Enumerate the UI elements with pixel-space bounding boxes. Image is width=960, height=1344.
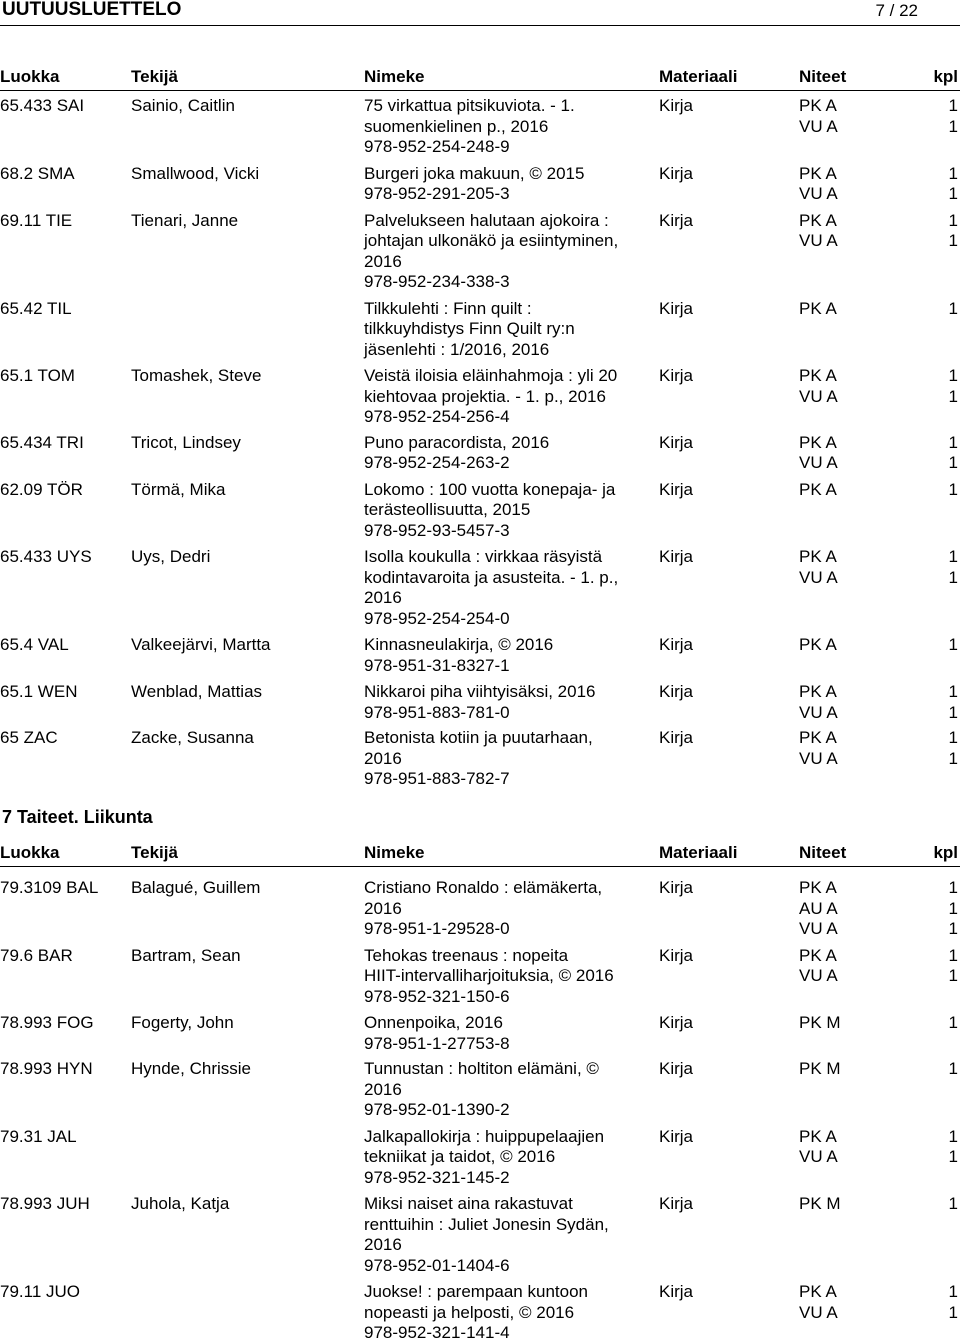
row-nimeke-line: terästeollisuutta, 2015 xyxy=(364,500,531,519)
document-title: UUTUUSLUETTELO xyxy=(2,0,182,20)
row-materiaali: Kirja xyxy=(659,635,694,654)
row-nimeke-line: Jalkapallokirja : huippupelaajien xyxy=(364,1126,605,1146)
row-kpl-line: 1 xyxy=(948,116,958,136)
row-luokka: 62.09 TÖR xyxy=(0,479,83,499)
row-nimeke-line: Burgeri joka makuun, © 2015 xyxy=(364,163,585,183)
row-niteet-line: VU A xyxy=(799,1302,838,1322)
row-niteet-line: VU A xyxy=(799,386,838,406)
row-luokka: 68.2 SMA xyxy=(0,163,75,183)
row-kpl-line: 1 xyxy=(948,1302,958,1322)
row-niteet xyxy=(799,211,909,252)
row-materiaali: Kirja xyxy=(659,682,694,701)
table-row xyxy=(0,946,960,1008)
row-niteet-line: PK A xyxy=(799,298,837,318)
row-niteet-line: VU A xyxy=(799,453,838,472)
row-tekija: Törmä, Mika xyxy=(131,479,226,499)
row-nimeke-line: 2016 xyxy=(364,748,402,768)
row-materiaali: Kirja xyxy=(659,1282,694,1301)
table-row xyxy=(0,682,960,723)
row-nimeke-line: 978-952-321-150-6 xyxy=(364,986,510,1006)
row-nimeke-line: 978-952-01-1404-6 xyxy=(364,1255,510,1275)
row-luokka: 69.11 TIE xyxy=(0,210,73,230)
col-header-materiaali: Materiaali xyxy=(659,67,738,86)
row-kpl xyxy=(918,211,958,252)
row-niteet-line: PK A xyxy=(799,479,837,499)
row-kpl-line: 1 xyxy=(948,966,958,985)
row-kpl-line: 1 xyxy=(948,1194,958,1213)
row-kpl-line: 1 xyxy=(948,210,958,230)
row-niteet-line: VU A xyxy=(799,748,838,768)
row-nimeke xyxy=(364,1127,646,1189)
col-header-luokka: Luokka xyxy=(0,843,60,862)
row-nimeke-line: 978-951-1-29528-0 xyxy=(364,919,510,938)
row-nimeke-line: 978-952-93-5457-3 xyxy=(364,520,510,540)
row-nimeke-line: 978-951-883-781-0 xyxy=(364,702,510,722)
row-luokka: 79.3109 BAL xyxy=(0,878,99,897)
row-niteet xyxy=(799,1059,909,1080)
row-nimeke-line: Lokomo : 100 vuotta konepaja- ja xyxy=(364,479,616,499)
row-kpl xyxy=(918,878,958,940)
row-kpl-line: 1 xyxy=(948,567,958,587)
page-number: 7 / 22 xyxy=(875,1,918,20)
table-row xyxy=(0,878,960,940)
row-kpl xyxy=(918,635,958,656)
table-row xyxy=(0,164,960,205)
table-row xyxy=(0,1194,960,1276)
row-tekija: Wenblad, Mattias xyxy=(131,682,263,701)
row-luokka: 65.4 VAL xyxy=(0,635,69,654)
row-nimeke-line: 2016 xyxy=(364,251,402,271)
row-niteet xyxy=(799,946,909,987)
row-niteet-line: PK M xyxy=(799,1013,841,1032)
row-materiaali: Kirja xyxy=(659,163,694,183)
row-nimeke xyxy=(364,1194,646,1276)
table-row xyxy=(0,728,960,790)
row-nimeke-line: 978-952-321-145-2 xyxy=(364,1167,510,1187)
row-nimeke-line: kiehtovaa projektia. - 1. p., 2016 xyxy=(364,386,606,406)
row-kpl-line: 1 xyxy=(948,453,958,472)
row-materiaali: Kirja xyxy=(659,728,694,747)
row-niteet-line: PK A xyxy=(799,1126,837,1146)
row-luokka: 65.433 UYS xyxy=(0,547,92,566)
row-nimeke-line: HIIT-intervalliharjoituksia, © 2016 xyxy=(364,966,614,985)
row-niteet xyxy=(799,299,909,320)
row-tekija: Balagué, Guillem xyxy=(131,878,261,897)
col-header-tekija: Tekijä xyxy=(131,67,178,86)
row-kpl-line: 1 xyxy=(948,898,958,918)
row-kpl-line: 1 xyxy=(948,1147,958,1166)
row-niteet-line: VU A xyxy=(799,702,838,722)
row-materiaali: Kirja xyxy=(659,878,694,897)
row-niteet-line: VU A xyxy=(799,966,838,985)
row-nimeke xyxy=(364,1282,646,1344)
row-materiaali: Kirja xyxy=(659,547,694,566)
row-nimeke-line: Palvelukseen halutaan ajokoira : xyxy=(364,210,609,230)
table-row xyxy=(0,366,960,428)
table-header-rule-2 xyxy=(0,866,960,867)
row-kpl xyxy=(918,1013,958,1034)
row-kpl xyxy=(918,433,958,474)
row-niteet xyxy=(799,878,909,940)
row-niteet-line: PK A xyxy=(799,96,837,115)
row-nimeke xyxy=(364,946,646,1008)
table-row xyxy=(0,433,960,474)
row-niteet-line: VU A xyxy=(799,184,838,203)
row-kpl xyxy=(918,1194,958,1215)
row-kpl xyxy=(918,946,958,987)
row-niteet-line: AU A xyxy=(799,898,838,918)
row-tekija: Uys, Dedri xyxy=(131,547,211,566)
row-kpl-line: 1 xyxy=(948,163,958,183)
row-niteet-line: PK A xyxy=(799,635,837,654)
row-luokka: 79.11 JUO xyxy=(0,1282,81,1301)
row-kpl-line: 1 xyxy=(948,635,958,654)
row-kpl-line: 1 xyxy=(948,386,958,406)
row-niteet-line: PK M xyxy=(799,1194,841,1213)
row-materiaali: Kirja xyxy=(659,96,694,115)
table-header-rule xyxy=(0,90,960,91)
row-kpl xyxy=(918,480,958,501)
table-row xyxy=(0,480,960,542)
row-tekija: Zacke, Susanna xyxy=(131,728,254,747)
row-niteet-line: PK A xyxy=(799,210,837,230)
row-nimeke xyxy=(364,878,646,940)
row-nimeke-line: Isolla koukulla : virkkaa räsyistä xyxy=(364,547,603,566)
row-kpl-line: 1 xyxy=(948,919,958,938)
row-kpl-line: 1 xyxy=(948,479,958,499)
row-niteet-line: PK A xyxy=(799,547,837,566)
row-niteet xyxy=(799,682,909,723)
row-kpl-line: 1 xyxy=(948,945,958,965)
row-luokka: 65.1 WEN xyxy=(0,682,78,701)
row-nimeke xyxy=(364,1013,646,1054)
row-luokka: 65.1 TOM xyxy=(0,366,75,385)
row-kpl-line: 1 xyxy=(948,728,958,747)
row-kpl xyxy=(918,682,958,723)
row-luokka: 78.993 JUH xyxy=(0,1194,90,1213)
col-header-kpl: kpl xyxy=(933,843,958,862)
row-luokka: 65.434 TRI xyxy=(0,432,84,452)
row-kpl-line: 1 xyxy=(948,184,958,203)
row-niteet xyxy=(799,433,909,474)
row-kpl-line: 1 xyxy=(948,748,958,768)
page-header xyxy=(0,0,960,22)
row-tekija: Hynde, Chrissie xyxy=(131,1059,251,1078)
row-materiaali: Kirja xyxy=(659,432,694,452)
row-kpl xyxy=(918,96,958,137)
row-tekija: Fogerty, John xyxy=(131,1013,234,1032)
row-niteet-line: VU A xyxy=(799,116,838,136)
row-materiaali: Kirja xyxy=(659,298,694,318)
row-niteet xyxy=(799,366,909,407)
row-tekija: Tomashek, Steve xyxy=(131,366,262,385)
row-nimeke xyxy=(364,211,646,293)
row-niteet xyxy=(799,96,909,137)
table-row xyxy=(0,299,960,361)
row-kpl xyxy=(918,1059,958,1080)
row-tekija: Smallwood, Vicki xyxy=(131,163,260,183)
row-niteet-line: PK A xyxy=(799,432,837,452)
row-nimeke-line: 978-952-254-254-0 xyxy=(364,608,510,628)
row-nimeke-line: Kinnasneulakirja, © 2016 xyxy=(364,635,554,654)
row-nimeke-line: 2016 xyxy=(364,898,402,918)
section-title: 7 Taiteet. Liikunta xyxy=(2,807,153,827)
col-header-niteet: Niteet xyxy=(799,843,847,862)
row-tekija: Valkeejärvi, Martta xyxy=(131,635,271,654)
row-nimeke-line: 978-951-31-8327-1 xyxy=(364,655,510,675)
row-nimeke-line: Tilkkulehti : Finn quilt : xyxy=(364,298,532,318)
row-nimeke-line: jäsenlehti : 1/2016, 2016 xyxy=(364,339,550,359)
row-nimeke-line: 978-952-254-248-9 xyxy=(364,137,510,156)
col-header-materiaali: Materiaali xyxy=(659,843,738,862)
row-nimeke-line: johtajan ulkonäkö ja esiintyminen, xyxy=(364,231,619,250)
col-header-tekija: Tekijä xyxy=(131,843,178,862)
table-row xyxy=(0,635,960,676)
row-nimeke-line: tekniikat ja taidot, © 2016 xyxy=(364,1147,556,1166)
table-row xyxy=(0,96,960,158)
col-header-luokka: Luokka xyxy=(0,67,60,86)
row-materiaali: Kirja xyxy=(659,210,694,230)
row-luokka: 65.433 SAI xyxy=(0,96,85,115)
row-niteet-line: VU A xyxy=(799,231,838,250)
row-nimeke-line: Miksi naiset aina rakastuvat xyxy=(364,1194,573,1213)
row-kpl-line: 1 xyxy=(948,366,958,385)
row-kpl-line: 1 xyxy=(948,702,958,722)
catalog-table xyxy=(0,67,960,788)
row-nimeke-line: 978-952-291-205-3 xyxy=(364,184,510,203)
row-luokka: 78.993 FOG xyxy=(0,1013,94,1032)
catalog-table-2 xyxy=(0,843,960,1342)
row-nimeke xyxy=(364,299,646,361)
table-row xyxy=(0,1127,960,1189)
row-niteet-line: PK A xyxy=(799,163,837,183)
row-kpl-line: 1 xyxy=(948,1013,958,1032)
row-materiaali: Kirja xyxy=(659,479,694,499)
row-nimeke-line: Tehokas treenaus : nopeita xyxy=(364,945,569,965)
row-nimeke-line: nopeasti ja helposti, © 2016 xyxy=(364,1302,575,1322)
row-niteet-line: PK A xyxy=(799,1282,837,1301)
row-kpl-line: 1 xyxy=(948,547,958,566)
table-header xyxy=(0,67,960,89)
row-niteet xyxy=(799,1013,909,1034)
row-nimeke-line: Nikkaroi piha viihtyisäksi, 2016 xyxy=(364,682,596,701)
row-niteet-line: PK A xyxy=(799,366,837,385)
row-nimeke xyxy=(364,547,646,629)
row-nimeke xyxy=(364,682,646,723)
row-kpl-line: 1 xyxy=(948,96,958,115)
row-kpl xyxy=(918,366,958,407)
row-kpl-line: 1 xyxy=(948,1282,958,1301)
row-tekija: Bartram, Sean xyxy=(131,945,241,965)
row-kpl-line: 1 xyxy=(948,432,958,452)
row-nimeke-line: 978-952-254-263-2 xyxy=(364,453,510,472)
row-niteet xyxy=(799,480,909,501)
row-kpl-line: 1 xyxy=(948,298,958,318)
row-niteet-line: VU A xyxy=(799,919,838,938)
row-niteet-line: VU A xyxy=(799,1147,838,1166)
row-nimeke xyxy=(364,480,646,542)
row-materiaali: Kirja xyxy=(659,1013,694,1032)
row-nimeke xyxy=(364,1059,646,1121)
row-nimeke xyxy=(364,366,646,428)
row-nimeke-line: 978-951-883-782-7 xyxy=(364,769,510,788)
row-niteet xyxy=(799,1194,909,1215)
row-nimeke-line: renttuihin : Juliet Jonesin Sydän, xyxy=(364,1214,609,1234)
row-nimeke-line: Juokse! : parempaan kuntoon xyxy=(364,1282,588,1301)
row-kpl xyxy=(918,547,958,588)
table-row xyxy=(0,211,960,293)
row-kpl-line: 1 xyxy=(948,878,958,897)
row-niteet-line: PK A xyxy=(799,945,837,965)
header-rule xyxy=(0,25,960,26)
row-luokka: 79.31 JAL xyxy=(0,1126,77,1146)
row-nimeke-line: 978-952-01-1390-2 xyxy=(364,1100,510,1119)
row-kpl xyxy=(918,299,958,320)
row-kpl xyxy=(918,1282,958,1323)
row-nimeke-line: 2016 xyxy=(364,588,402,607)
row-niteet xyxy=(799,1282,909,1323)
row-nimeke-line: Onnenpoika, 2016 xyxy=(364,1013,503,1032)
row-niteet xyxy=(799,164,909,205)
table-row xyxy=(0,547,960,629)
row-nimeke-line: 978-952-234-338-3 xyxy=(364,272,510,291)
table-row xyxy=(0,1059,960,1121)
table-row xyxy=(0,1282,960,1344)
row-nimeke-line: Betonista kotiin ja puutarhaan, xyxy=(364,728,593,747)
row-nimeke-line: Puno paracordista, 2016 xyxy=(364,432,550,452)
row-nimeke-line: 2016 xyxy=(364,1235,402,1254)
row-nimeke-line: 75 virkattua pitsikuviota. - 1. xyxy=(364,96,575,115)
row-nimeke-line: Tunnustan : holtiton elämäni, © xyxy=(364,1059,599,1078)
row-nimeke xyxy=(364,433,646,474)
row-nimeke-line: 2016 xyxy=(364,1079,402,1099)
row-materiaali: Kirja xyxy=(659,1194,694,1213)
row-niteet-line: PK A xyxy=(799,878,837,897)
row-tekija: Tienari, Janne xyxy=(131,210,239,230)
row-tekija: Tricot, Lindsey xyxy=(131,432,241,452)
row-nimeke xyxy=(364,728,646,790)
row-kpl xyxy=(918,1127,958,1168)
row-nimeke-line: tilkkuyhdistys Finn Quilt ry:n xyxy=(364,319,575,338)
row-kpl-line: 1 xyxy=(948,231,958,250)
row-nimeke-line: 978-952-321-141-4 xyxy=(364,1323,510,1342)
row-kpl xyxy=(918,728,958,769)
col-header-niteet: Niteet xyxy=(799,67,847,86)
row-nimeke-line: Cristiano Ronaldo : elämäkerta, xyxy=(364,878,603,897)
row-materiaali: Kirja xyxy=(659,1059,694,1078)
row-niteet-line: VU A xyxy=(799,567,838,587)
row-kpl-line: 1 xyxy=(948,682,958,701)
row-kpl xyxy=(918,164,958,205)
row-materiaali: Kirja xyxy=(659,945,694,965)
col-header-nimeke: Nimeke xyxy=(364,843,425,862)
row-niteet-line: PK A xyxy=(799,728,837,747)
row-nimeke-line: 978-951-1-27753-8 xyxy=(364,1033,510,1053)
row-luokka: 65 ZAC xyxy=(0,728,58,747)
row-nimeke-line: kodintavaroita ja asusteita. - 1. p., xyxy=(364,567,619,587)
row-niteet xyxy=(799,547,909,588)
row-niteet-line: PK M xyxy=(799,1059,841,1078)
row-niteet-line: PK A xyxy=(799,682,837,701)
row-luokka: 79.6 BAR xyxy=(0,945,73,965)
row-niteet xyxy=(799,728,909,769)
row-luokka: 65.42 TIL xyxy=(0,298,72,318)
row-tekija: Sainio, Caitlin xyxy=(131,96,235,115)
row-nimeke xyxy=(364,635,646,676)
row-materiaali: Kirja xyxy=(659,366,694,385)
row-tekija: Juhola, Katja xyxy=(131,1194,230,1213)
row-niteet xyxy=(799,1127,909,1168)
row-kpl-line: 1 xyxy=(948,1059,958,1078)
table-header xyxy=(0,843,960,865)
row-nimeke-line: suomenkielinen p., 2016 xyxy=(364,116,549,136)
row-luokka: 78.993 HYN xyxy=(0,1059,93,1078)
row-nimeke xyxy=(364,164,646,205)
row-niteet xyxy=(799,635,909,656)
col-header-nimeke: Nimeke xyxy=(364,67,425,86)
col-header-kpl: kpl xyxy=(933,67,958,86)
row-kpl-line: 1 xyxy=(948,1126,958,1146)
row-nimeke xyxy=(364,96,646,158)
row-nimeke-line: 978-952-254-256-4 xyxy=(364,407,510,426)
row-materiaali: Kirja xyxy=(659,1126,694,1146)
table-row xyxy=(0,1013,960,1054)
row-nimeke-line: Veistä iloisia eläinhahmoja : yli 20 xyxy=(364,366,618,385)
